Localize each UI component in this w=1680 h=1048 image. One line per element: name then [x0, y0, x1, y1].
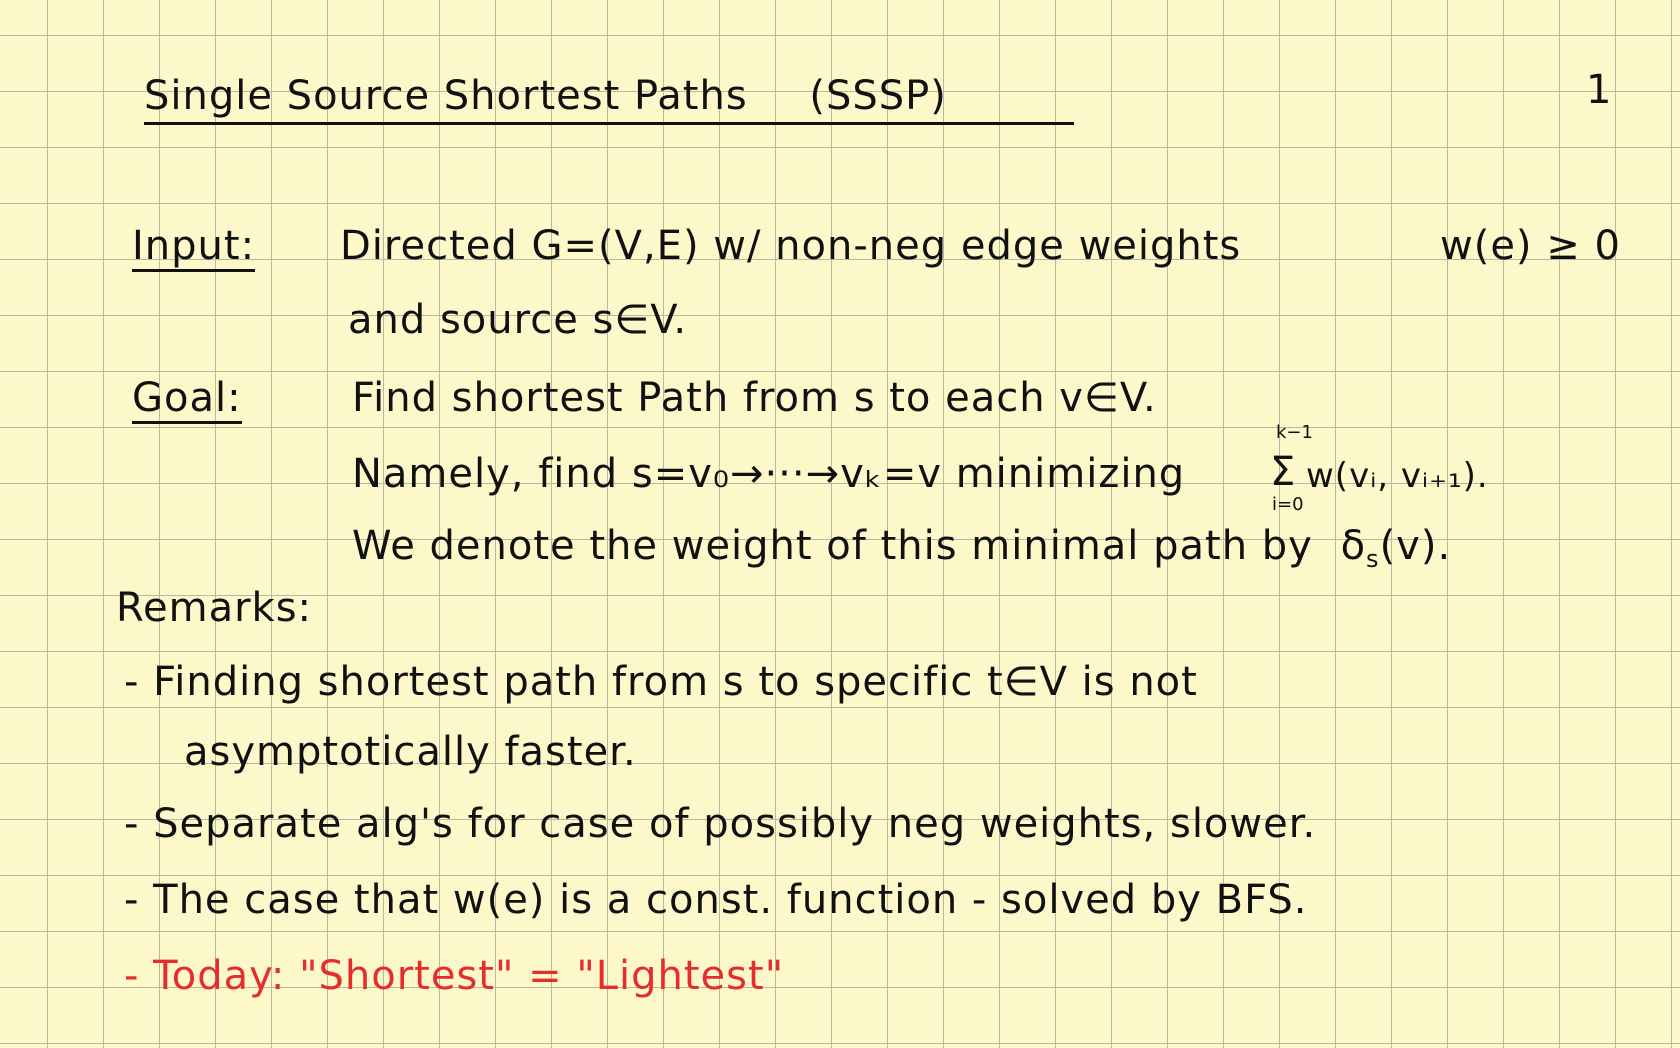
title-text: Single Source Shortest Paths [144, 73, 748, 119]
remark-item-3: - The case that w(e) is a const. function - solved by BFS. [124, 877, 1308, 923]
remark-today: - Today: "Shortest" = "Lightest" [124, 953, 785, 999]
remark-item-1: - Finding shortest path from s to specific t∈V is not [124, 659, 1198, 705]
input-line-1: Directed G=(V,E) w/ non-neg edge weights [340, 223, 1242, 269]
input-label [132, 222, 255, 270]
goal-label-text: Goal: [132, 375, 242, 424]
goal-label [132, 374, 242, 422]
delta-symbol: δ [1340, 523, 1367, 569]
remarks-label: Remarks: [116, 585, 313, 631]
page-number: 1 [1586, 67, 1613, 113]
goal-line-2: Namely, find s=v₀→···→vₖ=v minimizing [352, 451, 1186, 497]
delta-argument: (v). [1379, 523, 1452, 569]
sum-upper-limit: k−1 [1276, 422, 1313, 443]
title-underline [144, 122, 1074, 125]
input-weight-condition: w(e) ≥ 0 [1440, 223, 1621, 269]
page-title [144, 72, 947, 120]
sum-term: w(vᵢ, vᵢ₊₁). [1306, 456, 1489, 496]
input-line-2: and source s∈V. [348, 297, 688, 343]
goal-line-3 [352, 522, 1451, 583]
sum-symbol: Σ [1270, 449, 1296, 495]
input-label-text: Input: [132, 223, 255, 272]
delta-subscript: s [1366, 545, 1380, 573]
sum-lower-limit: i=0 [1272, 494, 1304, 515]
remark-item-2: - Separate alg's for case of possibly neg weights, slower. [124, 801, 1317, 847]
goal-line-1: Find shortest Path from s to each v∈V. [352, 375, 1157, 421]
remark-item-1-continued: asymptotically faster. [184, 729, 637, 775]
title-abbrev: (SSSP) [809, 73, 947, 119]
goal-line-3-text: We denote the weight of this minimal path by [352, 523, 1313, 569]
